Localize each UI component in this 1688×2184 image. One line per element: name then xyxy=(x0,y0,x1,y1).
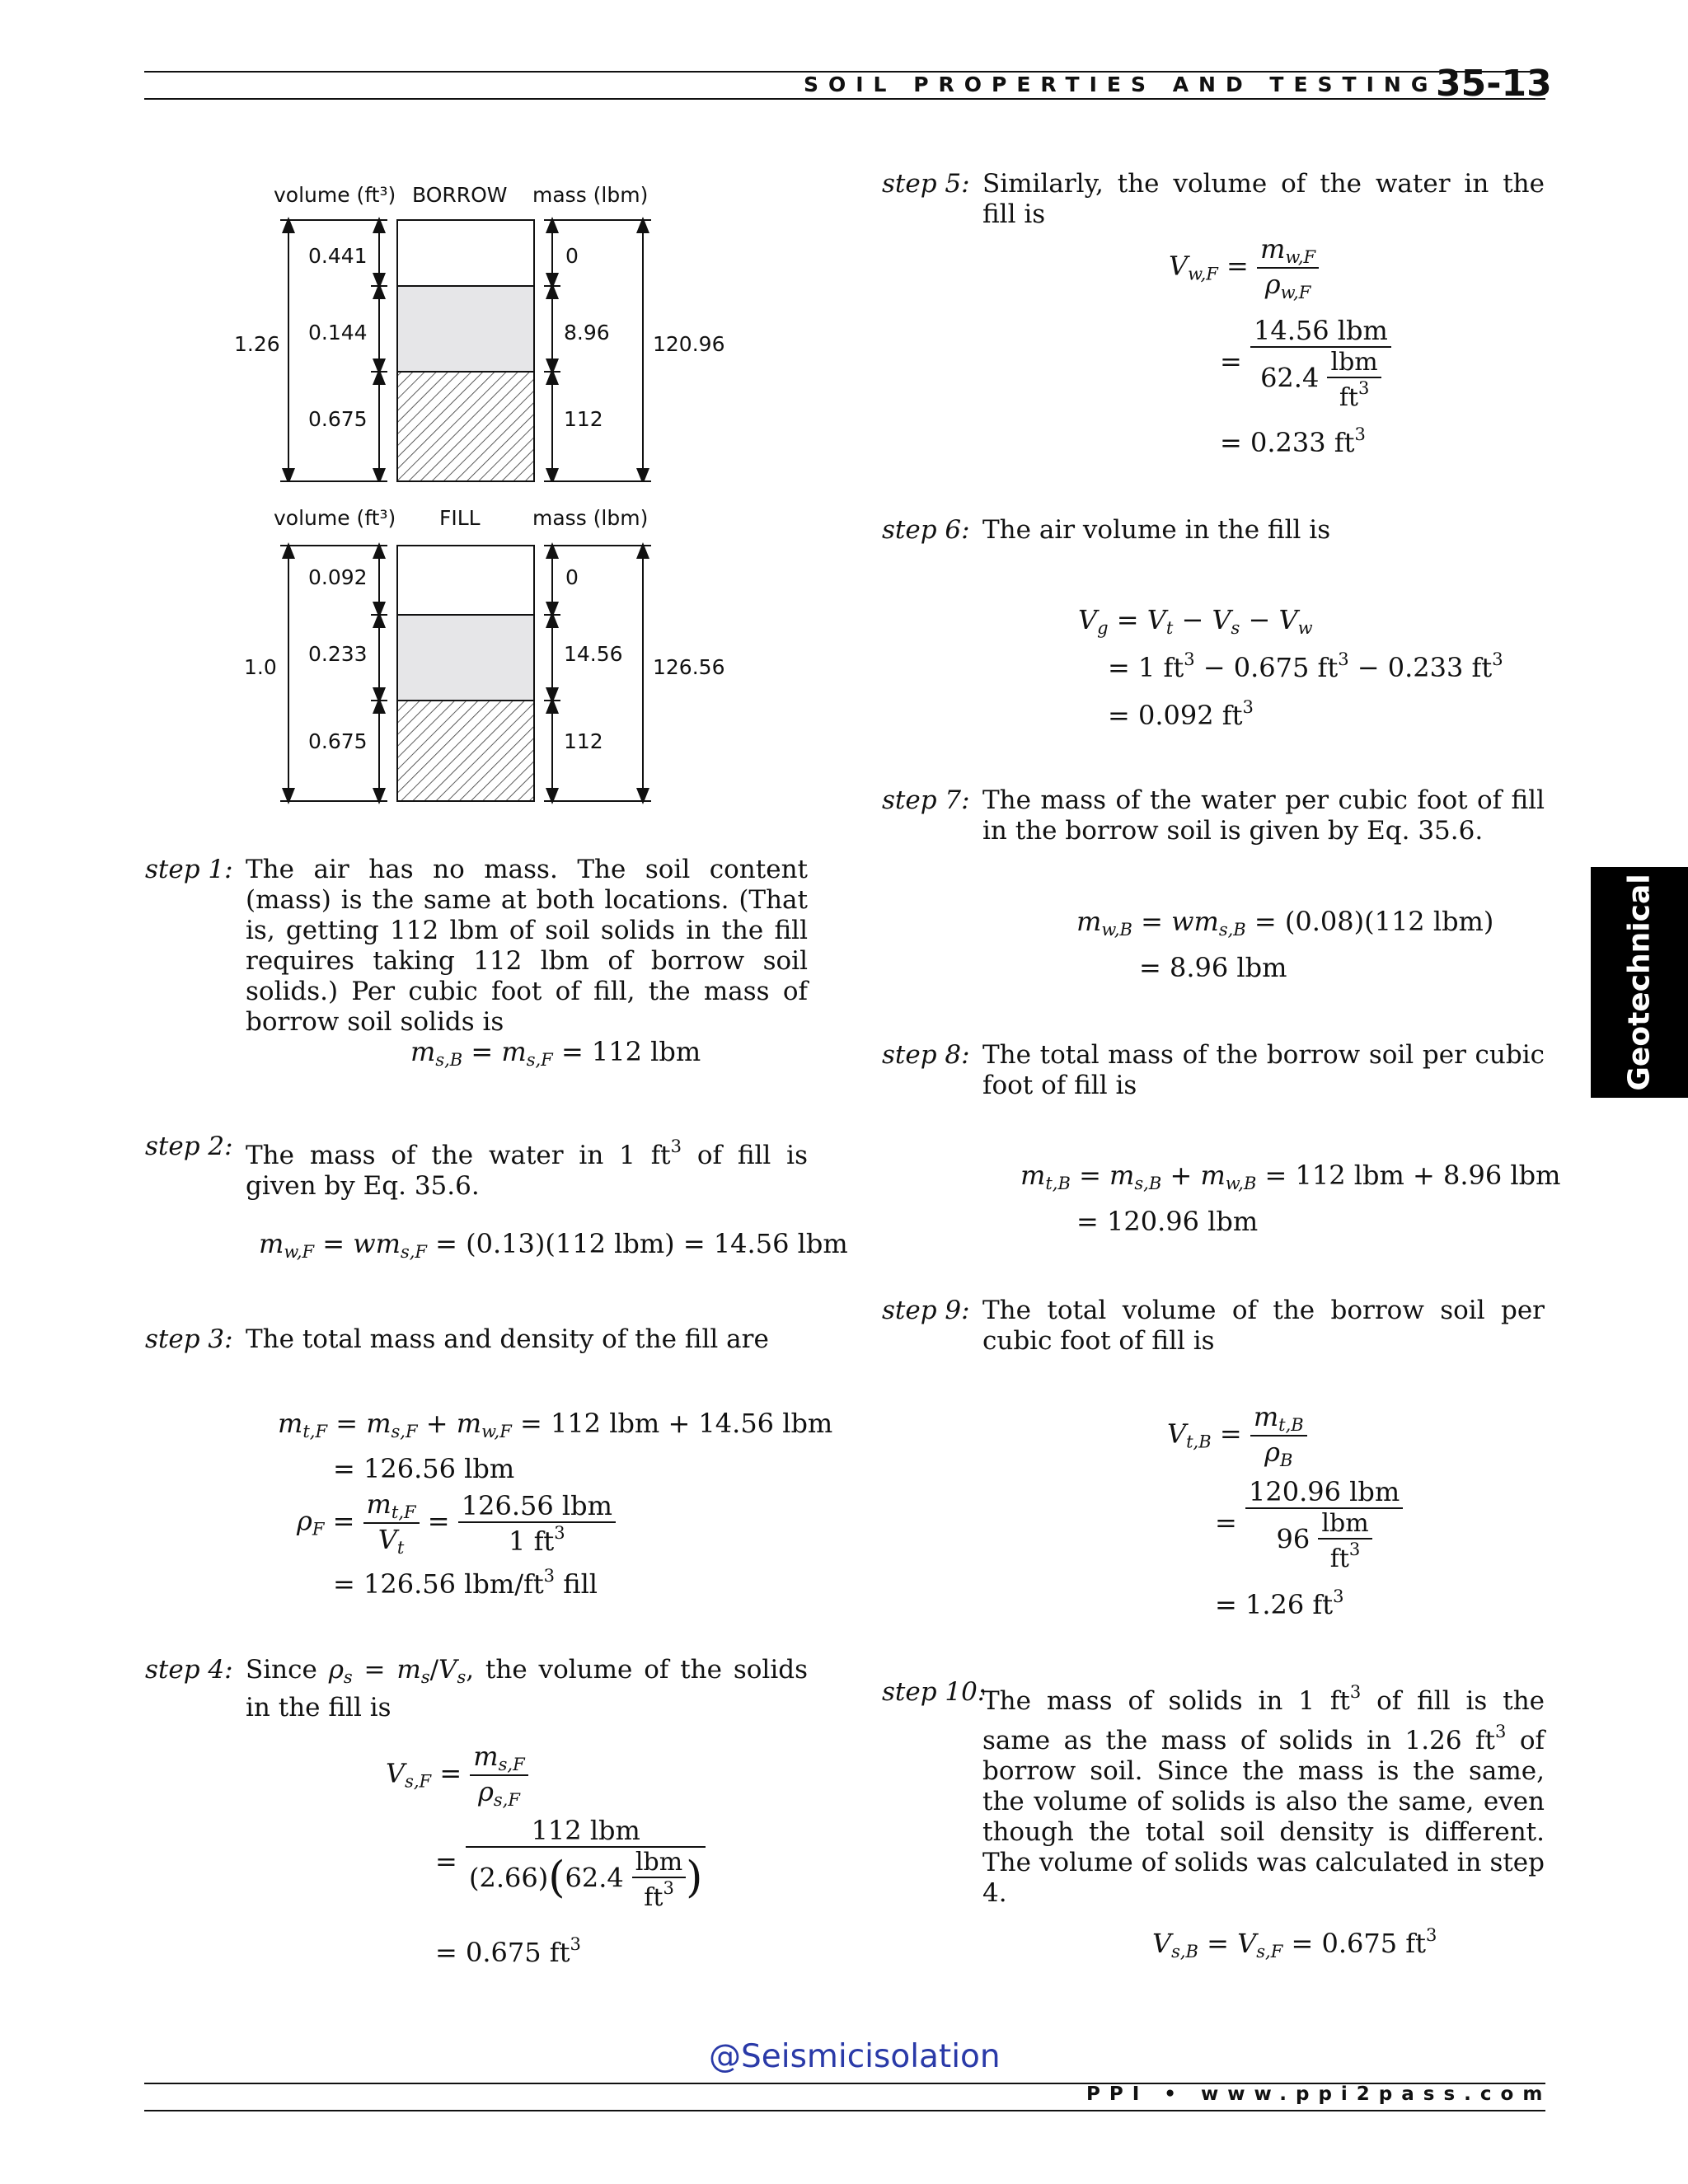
equation-3-line-3: $\rho_F$ = $\frac{m_{t,F}}{V_t}$ = $\frac{\text{126.56 lbm}}{1 ft^3}$ xyxy=(297,1488,616,1558)
fill-total-mass: 126.56 xyxy=(653,655,725,679)
step-10-text: The mass of solids in 1 $ft^3$ of fill is the same as the mass of solids in 1.26 $ft^3$ of borrow soil. Since the mass is the same, the volume of solids is also the same, even though the total soil density is different. The volume of solids was calculated in step 4. xyxy=(982,1682,1545,1908)
equation-8-line-2: = 120.96 lbm xyxy=(1076,1206,1259,1237)
fill-air-volume: 0.092 xyxy=(308,565,368,589)
step-1-text: The air has no mass. The soil content (mass) is the same at both locations. (That is, getting 112 lbm of soil solids in the fill requires taking 112 lbm of borrow soil solids.) Per cubic foot of fill, the mass of borrow soil solids is xyxy=(246,855,808,1037)
step-8-label: step 8: xyxy=(882,1040,970,1070)
equation-1: $m_{s,B} = m_{s,F} = 112$ lbm xyxy=(410,1036,701,1070)
equation-3-line-1: $m_{t,F} = m_{s,F} + m_{w,F} = 112$ lbm + 14.56 lbm xyxy=(278,1408,833,1441)
borrow-title: BORROW xyxy=(412,183,508,207)
step-6-label: step 6: xyxy=(882,515,970,545)
fill-solids-phase xyxy=(397,701,534,801)
equation-4-line-2: = 112 lbm (2.66)(62.4 $\frac{\text{lbm}}{ft^3}$ ) xyxy=(435,1815,706,1912)
running-header-title: SOIL PROPERTIES AND TESTING xyxy=(804,73,1438,96)
equation-5-line-2: = 14.56 lbm 62.4 $\frac{\text{lbm}}{ft^3}$ xyxy=(1220,315,1391,412)
equation-10: $V_{s,B} = V_{s,F} = 0.675$ $ft^3$ xyxy=(1152,1925,1437,1961)
section-tab xyxy=(1591,867,1688,1098)
step-3-text: The total mass and density of the fill are xyxy=(246,1324,769,1354)
equation-9-line-3: = 1.26 $ft^3$ xyxy=(1215,1586,1344,1620)
watermark: @Seismicisolation xyxy=(709,2038,1001,2075)
equation-9-line-2: = 120.96 lbm 96 $\frac{\text{lbm}}{ft^3}$ xyxy=(1215,1476,1403,1573)
equation-3-line-2: = 126.56 lbm xyxy=(333,1453,515,1484)
step-1-label: step 1: xyxy=(145,855,233,884)
step-7-text: The mass of the water per cubic foot of fill in the borrow soil is given by Eq. 35.6. xyxy=(982,785,1545,846)
step-9-text: The total volume of the borrow soil per cubic foot of fill is xyxy=(982,1296,1545,1356)
fill-water-phase xyxy=(397,615,534,701)
fill-title: FILL xyxy=(439,506,481,530)
fill-water-mass: 14.56 xyxy=(564,642,623,666)
borrow-volume-header: volume (ft³) xyxy=(274,183,396,207)
step-4-text: Since $\rho_s = m_s/V_s$, the volume of the solids in the fill is xyxy=(246,1655,808,1722)
borrow-total-volume: 1.26 xyxy=(234,332,280,356)
borrow-total-mass: 120.96 xyxy=(653,332,725,356)
equation-5-line-3: = 0.233 $ft^3$ xyxy=(1220,424,1366,458)
equation-7-line-1: $m_{w,B} = wm_{s,B} = (0.08)(112$ lbm) xyxy=(1076,906,1494,940)
header-rule-bottom xyxy=(144,98,1545,100)
step-7-label: step 7: xyxy=(882,785,970,815)
equation-4-line-1: $V_{s,F}$ = $\frac{m_{s,F}}{\rho_{s,F}}$ xyxy=(386,1741,528,1810)
borrow-air-mass: 0 xyxy=(565,244,579,268)
step-4-label: step 4: xyxy=(145,1655,233,1685)
equation-2: $m_{w,F} = wm_{s,F} = (0.13)(112$ lbm) = 14.56 lbm xyxy=(259,1228,848,1262)
step-8-text: The total mass of the borrow soil per cubic foot of fill is xyxy=(982,1040,1545,1100)
equation-8-line-1: $m_{t,B} = m_{s,B} + m_{w,B} = 112$ lbm + 8.96 lbm xyxy=(1020,1160,1561,1193)
borrow-water-mass: 8.96 xyxy=(564,321,610,344)
equation-3-line-4: = 126.56 lbm/$ft^3$ fill xyxy=(333,1566,598,1600)
fill-total-volume: 1.0 xyxy=(244,655,277,679)
equation-5-line-1: $V_{w,F}$ = $\frac{m_{w,F}}{\rho_{w,F}}$ xyxy=(1169,233,1319,302)
fill-solids-volume: 0.675 xyxy=(308,729,368,753)
borrow-water-phase xyxy=(397,286,534,372)
step-9-label: step 9: xyxy=(882,1296,970,1325)
step-2-label: step 2: xyxy=(145,1132,233,1161)
step-3-label: step 3: xyxy=(145,1324,233,1354)
borrow-air-phase xyxy=(397,220,534,286)
fill-solids-mass: 112 xyxy=(564,729,603,753)
step-2-text: The mass of the water in 1 $ft^3$ of fill is given by Eq. 35.6. xyxy=(246,1137,808,1201)
fill-phase-diagram xyxy=(223,501,750,806)
fill-mass-header: mass (lbm) xyxy=(532,506,649,530)
equation-9-line-1: $V_{t,B}$ = $\frac{m_{t,B}}{\rho_B}$ xyxy=(1167,1401,1307,1470)
borrow-solids-mass: 112 xyxy=(564,407,603,431)
publisher-footer: PPI • www.ppi2pass.com xyxy=(1086,2083,1552,2105)
equation-6-line-1: $V_g = V_t - V_s - V_w$ xyxy=(1078,604,1313,638)
borrow-phase-diagram xyxy=(223,177,750,482)
equation-4-line-3: = 0.675 $ft^3$ xyxy=(435,1934,581,1968)
borrow-water-volume: 0.144 xyxy=(308,321,368,344)
section-tab-label: Geotechnical xyxy=(1622,874,1657,1091)
borrow-solids-volume: 0.675 xyxy=(308,407,368,431)
equation-7-line-2: = 8.96 lbm xyxy=(1139,952,1287,983)
equation-6-line-3: = 0.092 $ft^3$ xyxy=(1108,697,1254,731)
borrow-air-volume: 0.441 xyxy=(308,244,368,268)
step-10-label: step 10: xyxy=(882,1677,987,1707)
fill-air-phase xyxy=(397,546,534,615)
page-number: 35-13 xyxy=(1436,63,1552,105)
borrow-solids-phase xyxy=(397,372,534,481)
step-6-text: The air volume in the fill is xyxy=(982,515,1331,545)
equation-6-line-2: = 1 $ft^3 - 0.675$ $ft^3 - 0.233$ $ft^3$ xyxy=(1108,649,1503,683)
fill-volume-header: volume (ft³) xyxy=(274,506,396,530)
step-5-text: Similarly, the volume of the water in the fill is xyxy=(982,169,1545,229)
footer-rule-bottom xyxy=(144,2110,1545,2111)
fill-water-volume: 0.233 xyxy=(308,642,368,666)
borrow-mass-header: mass (lbm) xyxy=(532,183,649,207)
step-5-label: step 5: xyxy=(882,169,970,199)
fill-air-mass: 0 xyxy=(565,565,579,589)
